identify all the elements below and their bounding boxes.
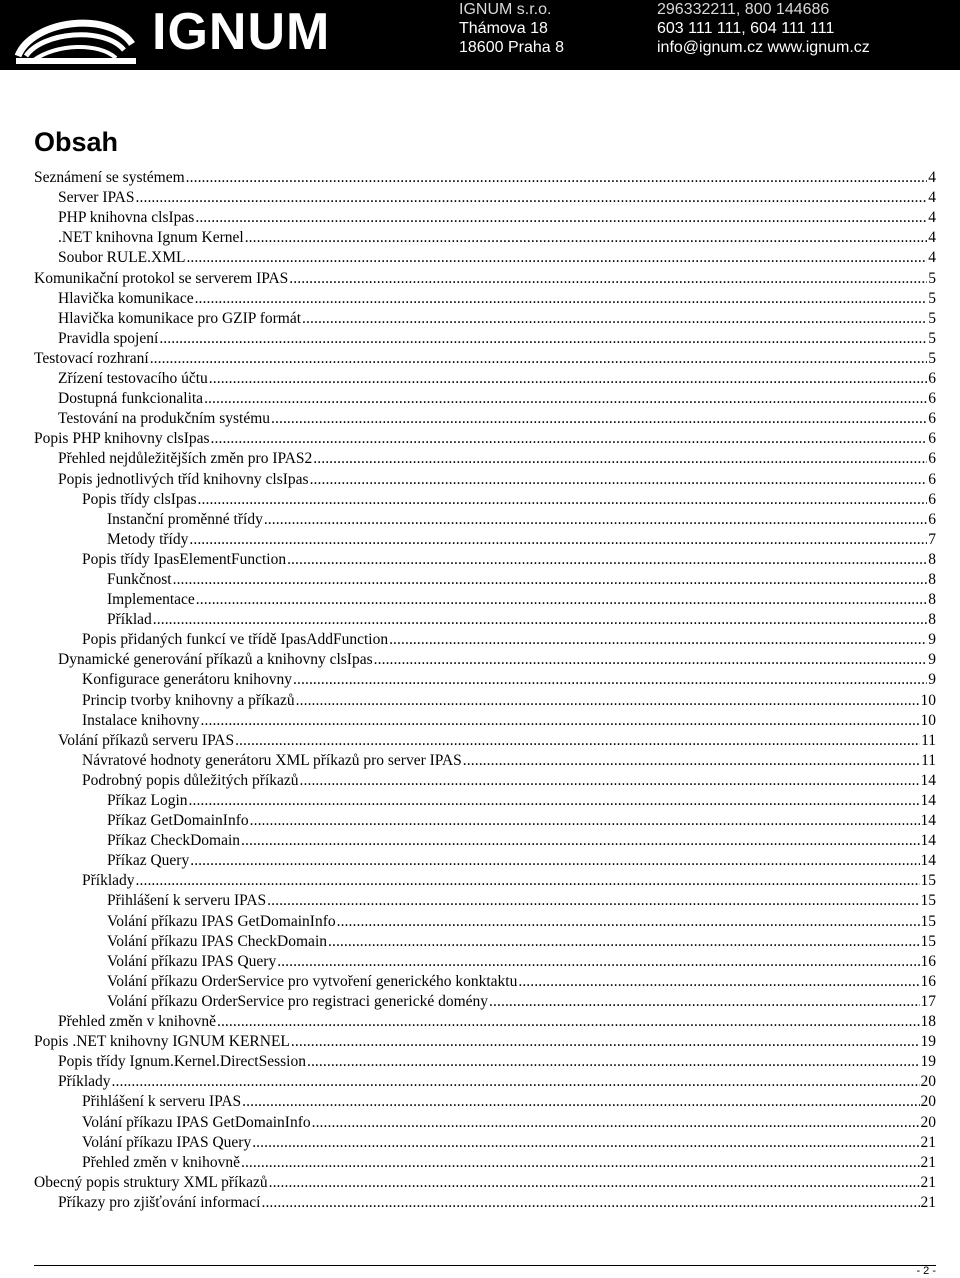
toc-entry-page: 8 (928, 570, 936, 588)
toc-entry[interactable] (0, 1133, 936, 1153)
toc-entry[interactable] (0, 932, 936, 952)
toc-dot-leader (337, 912, 920, 932)
page-title: Obsah (34, 127, 119, 157)
toc-entry-page: 15 (920, 912, 936, 930)
toc-entry-label: Podrobný popis důležitých příkazů (82, 771, 299, 789)
toc-entry-label: Pravidla spojení (58, 329, 159, 347)
toc-entry-page: 4 (928, 189, 936, 207)
toc-dot-leader (271, 409, 927, 429)
toc-entry-page: 7 (928, 530, 936, 548)
logo-text: IGNUM (152, 3, 331, 61)
toc-dot-leader (204, 389, 927, 409)
toc-entry[interactable] (0, 329, 936, 349)
toc-entry[interactable] (0, 952, 936, 972)
toc-dot-leader (195, 208, 927, 228)
page-header (0, 0, 960, 70)
toc-entry-page: 8 (928, 591, 936, 609)
toc-entry-label: Přehled změn v knihovně (58, 1013, 216, 1031)
toc-entry-label: Server IPAS (58, 189, 135, 207)
toc-entry[interactable] (0, 570, 936, 590)
toc-dot-leader (196, 590, 927, 610)
toc-entry-page: 11 (921, 751, 936, 769)
toc-entry[interactable] (0, 309, 936, 329)
toc-dot-leader (241, 831, 919, 851)
toc-entry-label: Popis .NET knihovny IGNUM KERNEL (34, 1033, 290, 1051)
toc-entry-page: 5 (928, 309, 936, 327)
toc-dot-leader (293, 670, 927, 690)
toc-entry-label: Dostupná funkcionalita (58, 390, 204, 408)
toc-dot-leader (250, 811, 920, 831)
toc-entry-page: 20 (920, 1073, 936, 1091)
toc-entry-label: Příklady (58, 1073, 111, 1091)
toc-entry[interactable] (0, 630, 936, 650)
toc-entry[interactable] (0, 1052, 936, 1072)
toc-entry-page: 6 (928, 510, 936, 528)
toc-entry[interactable] (0, 248, 936, 268)
toc-entry-page: 14 (920, 812, 936, 830)
toc-entry-label: Metody třídy (107, 530, 189, 548)
toc-entry[interactable] (0, 429, 936, 449)
toc-entry[interactable] (0, 751, 936, 771)
toc-entry-label: Testovací rozhraní (34, 349, 149, 367)
toc-entry-page: 8 (928, 550, 936, 568)
toc-entry[interactable] (0, 349, 936, 369)
toc-entry-page: 6 (928, 450, 936, 468)
toc-entry-label: Soubor RULE.XML (58, 249, 186, 267)
toc-entry[interactable] (0, 1032, 936, 1052)
toc-entry[interactable] (0, 891, 936, 911)
toc-entry-label: Volání příkazu OrderService pro vytvoření generického konktaktu (107, 972, 518, 990)
toc-dot-leader (296, 691, 920, 711)
toc-entry[interactable] (0, 449, 936, 469)
toc-entry[interactable] (0, 811, 936, 831)
toc-entry[interactable] (0, 650, 936, 670)
toc-entry[interactable] (0, 851, 936, 871)
toc-entry-label: Implementace (107, 591, 195, 609)
company-address (459, 0, 564, 57)
toc-entry-page: 6 (928, 430, 936, 448)
toc-dot-leader (186, 168, 928, 188)
company-contacts (657, 0, 870, 57)
toc-entry-page: 9 (928, 651, 936, 669)
toc-entry-label: Příkazy pro zjišťování informací (58, 1193, 261, 1211)
toc-entry-label: Volání příkazu IPAS Query (82, 1133, 252, 1151)
toc-entry-page: 14 (920, 852, 936, 870)
toc-entry-label: Příklad (107, 611, 152, 629)
toc-entry-label: Příklady (82, 872, 135, 890)
toc-dot-leader (389, 630, 927, 650)
toc-dot-leader (264, 510, 927, 530)
toc-dot-leader (242, 1092, 919, 1112)
toc-entry[interactable] (0, 791, 936, 811)
toc-dot-leader (195, 289, 928, 309)
toc-entry-label: Popis třídy clsIpas (82, 490, 197, 508)
toc-dot-leader (136, 188, 928, 208)
toc-entry-page: 10 (920, 711, 936, 729)
toc-entry[interactable] (0, 1193, 936, 1213)
toc-entry-label: Popis jednotlivých tříd knihovny clsIpas (58, 470, 309, 488)
toc-dot-leader (312, 1113, 920, 1133)
toc-entry-page: 16 (920, 952, 936, 970)
toc-entry-label: Přehled nejdůležitějších změn pro IPAS2 (58, 450, 313, 468)
toc-entry-label: Hlavička komunikace pro GZIP formát (58, 309, 302, 327)
toc-dot-leader (209, 369, 927, 389)
toc-entry-label: Příkaz GetDomainInfo (107, 812, 249, 830)
toc-dot-leader (241, 1153, 920, 1173)
toc-dot-leader (313, 449, 927, 469)
toc-dot-leader (269, 1173, 920, 1193)
toc-entry[interactable] (0, 530, 936, 550)
toc-dot-leader (189, 530, 927, 550)
toc-entry-label: Volání příkazu OrderService pro registraci generické domény (107, 992, 489, 1010)
toc-entry-label: Popis PHP knihovny clsIpas (34, 430, 210, 448)
toc-dot-leader (463, 751, 920, 771)
toc-entry-page: 21 (920, 1193, 936, 1211)
toc-entry-label: Volání příkazu IPAS GetDomainInfo (82, 1113, 311, 1131)
toc-entry[interactable] (0, 610, 936, 630)
toc-entry[interactable] (0, 389, 936, 409)
toc-dot-leader (302, 309, 927, 329)
toc-entry[interactable] (0, 1012, 936, 1032)
toc-entry-label: Přihlášení k serveru IPAS (82, 1093, 242, 1111)
toc-dot-leader (136, 871, 920, 891)
toc-dot-leader (307, 1052, 920, 1072)
toc-entry[interactable] (0, 268, 936, 288)
company-city: 18600 Praha 8 (459, 39, 564, 56)
page-number: - 2 - (916, 1265, 936, 1277)
toc-entry-page: 17 (920, 992, 936, 1010)
toc-entry-page: 21 (920, 1173, 936, 1191)
toc-entry[interactable] (0, 1173, 936, 1193)
toc-entry-label: Příkaz CheckDomain (107, 832, 241, 850)
toc-dot-leader (310, 470, 928, 490)
toc-dot-leader (190, 851, 919, 871)
toc-dot-leader (186, 248, 927, 268)
toc-entry-label: Zřízení testovacího účtu (58, 370, 208, 388)
toc-entry[interactable] (0, 690, 936, 710)
toc-entry-label: Návratové hodnoty generátoru XML příkazů pro server IPAS (82, 751, 462, 769)
toc-dot-leader (252, 1133, 919, 1153)
toc-entry[interactable] (0, 168, 936, 188)
toc-entry[interactable] (0, 972, 936, 992)
toc-entry[interactable] (0, 490, 936, 510)
toc-entry[interactable] (0, 1072, 936, 1092)
toc-entry-label: Testování na produkčním systému (58, 410, 271, 428)
toc-entry-page: 20 (920, 1113, 936, 1131)
toc-dot-leader (189, 791, 920, 811)
company-email-web: info@ignum.cz www.ignum.cz (657, 39, 870, 56)
toc-entry[interactable] (0, 590, 936, 610)
toc-entry-page: 6 (928, 390, 936, 408)
toc-entry-page: 6 (928, 490, 936, 508)
toc-entry[interactable] (0, 208, 936, 228)
toc-entry[interactable] (0, 510, 936, 530)
toc-entry-page: 5 (928, 269, 936, 287)
company-phone-1: 296332211, 800 144686 (657, 1, 830, 18)
toc-dot-leader (267, 891, 919, 911)
toc-dot-leader (211, 429, 928, 449)
toc-entry-label: Přihlášení k serveru IPAS (107, 892, 267, 910)
toc-entry-label: PHP knihovna clsIpas (58, 209, 195, 227)
toc-entry-page: 9 (928, 631, 936, 649)
toc-entry[interactable] (0, 289, 936, 309)
toc-entry-label: Příkaz Login (107, 792, 188, 809)
toc-entry-page: 20 (920, 1093, 936, 1111)
toc-dot-leader (198, 490, 928, 510)
toc-entry-label: Popis třídy Ignum.Kernel.DirectSession (58, 1053, 306, 1071)
toc-entry[interactable] (0, 1112, 936, 1132)
toc-entry-page: 6 (928, 470, 936, 488)
footer-divider (34, 1265, 936, 1266)
toc-dot-leader (289, 269, 927, 289)
toc-entry-label: Dynamické generování příkazů a knihovny clsIpas (58, 651, 373, 669)
toc-entry[interactable] (0, 911, 936, 931)
toc-entry[interactable] (0, 1153, 936, 1173)
company-street: Thámova 18 (459, 20, 548, 37)
toc-entry[interactable] (0, 831, 936, 851)
toc-entry-page: 14 (920, 792, 936, 809)
toc-entry[interactable] (0, 1092, 936, 1112)
toc-dot-leader (300, 771, 920, 791)
toc-entry[interactable] (0, 771, 936, 791)
toc-entry[interactable] (0, 469, 936, 489)
toc-entry[interactable] (0, 409, 936, 429)
toc-dot-leader (245, 228, 928, 248)
ignum-logo (12, 0, 331, 70)
toc-entry-page: 19 (920, 1053, 936, 1071)
toc-entry[interactable] (0, 228, 936, 248)
toc-entry-label: Konfigurace generátoru knihovny (82, 671, 293, 689)
toc-entry-page: 6 (928, 370, 936, 388)
toc-entry[interactable] (0, 992, 936, 1012)
toc-entry-label: Přehled změn v knihovně (82, 1153, 240, 1171)
toc-dot-leader (287, 550, 927, 570)
toc-entry-label: Obecný popis struktury XML příkazů (34, 1173, 268, 1191)
toc-dot-leader (159, 329, 927, 349)
toc-dot-leader (489, 992, 919, 1012)
toc-entry-page: 15 (920, 932, 936, 950)
toc-entry-label: Hlavička komunikace (58, 289, 194, 307)
toc-dot-leader (518, 972, 919, 992)
toc-entry-page: 4 (928, 229, 936, 247)
toc-entry[interactable] (0, 711, 936, 731)
toc-entry-page: 5 (928, 329, 936, 347)
toc-entry-label: Volání příkazu IPAS CheckDomain (107, 932, 327, 950)
toc-dot-leader (173, 570, 928, 590)
toc-entry-page: 10 (920, 691, 936, 709)
toc-entry-label: Volání příkazů serveru IPAS (58, 731, 235, 749)
toc-entry-label: Volání příkazu IPAS GetDomainInfo (107, 912, 336, 930)
toc-entry-page: 21 (920, 1153, 936, 1171)
toc-entry-label: Instanční proměnné třídy (107, 510, 263, 528)
logo-emblem-icon (12, 0, 142, 70)
toc-entry-label: Příkaz Query (107, 852, 190, 870)
toc-entry[interactable] (0, 550, 936, 570)
toc-dot-leader (153, 610, 927, 630)
toc-entry-page: 9 (928, 671, 936, 689)
toc-entry-page: 15 (920, 872, 936, 890)
toc-entry[interactable] (0, 188, 936, 208)
toc-entry[interactable] (0, 731, 936, 751)
toc-entry-page: 15 (920, 892, 936, 910)
toc-entry-label: Komunikační protokol se serverem IPAS (34, 269, 289, 287)
toc-entry-page: 21 (920, 1133, 936, 1151)
toc-entry-page: 8 (928, 611, 936, 629)
toc-dot-leader (261, 1193, 919, 1213)
toc-entry-page: 5 (928, 349, 936, 367)
toc-entry[interactable] (0, 369, 936, 389)
toc-entry-page: 19 (920, 1033, 936, 1051)
toc-entry-label: Funkčnost (107, 570, 172, 588)
company-name: IGNUM s.r.o. (459, 1, 552, 18)
toc-entry-page: 6 (928, 410, 936, 428)
toc-entry-label: Princip tvorby knihovny a příkazů (82, 691, 295, 709)
toc-dot-leader (328, 932, 920, 952)
toc-entry[interactable] (0, 670, 936, 690)
toc-entry-label: Instalace knihovny (82, 711, 200, 729)
toc-dot-leader (374, 650, 928, 670)
toc-entry[interactable] (0, 871, 936, 891)
toc-dot-leader (235, 731, 920, 751)
company-phone-2: 603 111 111, 604 111 111 (657, 20, 835, 37)
toc-entry-page: 14 (920, 832, 936, 850)
toc-entry-label: Volání příkazu IPAS Query (107, 952, 277, 970)
table-of-contents (0, 168, 960, 1213)
toc-dot-leader (277, 952, 919, 972)
toc-entry-page: 18 (920, 1013, 936, 1031)
toc-entry-label: Popis přidaných funkcí ve třídě IpasAddFunction (82, 631, 389, 649)
toc-entry-page: 4 (928, 169, 936, 187)
toc-dot-leader (150, 349, 928, 369)
toc-entry-label: Seznámení se systémem (34, 169, 185, 187)
toc-entry-label: .NET knihovna Ignum Kernel (58, 229, 244, 247)
toc-entry-page: 4 (928, 249, 936, 267)
toc-dot-leader (217, 1012, 920, 1032)
toc-entry-page: 5 (928, 289, 936, 307)
toc-entry-page: 14 (920, 771, 936, 789)
toc-entry-label: Popis třídy IpasElementFunction (82, 550, 287, 568)
toc-entry-page: 4 (928, 209, 936, 227)
toc-dot-leader (112, 1072, 920, 1092)
toc-entry-page: 16 (920, 972, 936, 990)
toc-dot-leader (291, 1032, 920, 1052)
toc-dot-leader (201, 711, 920, 731)
toc-entry-page: 11 (921, 731, 936, 749)
